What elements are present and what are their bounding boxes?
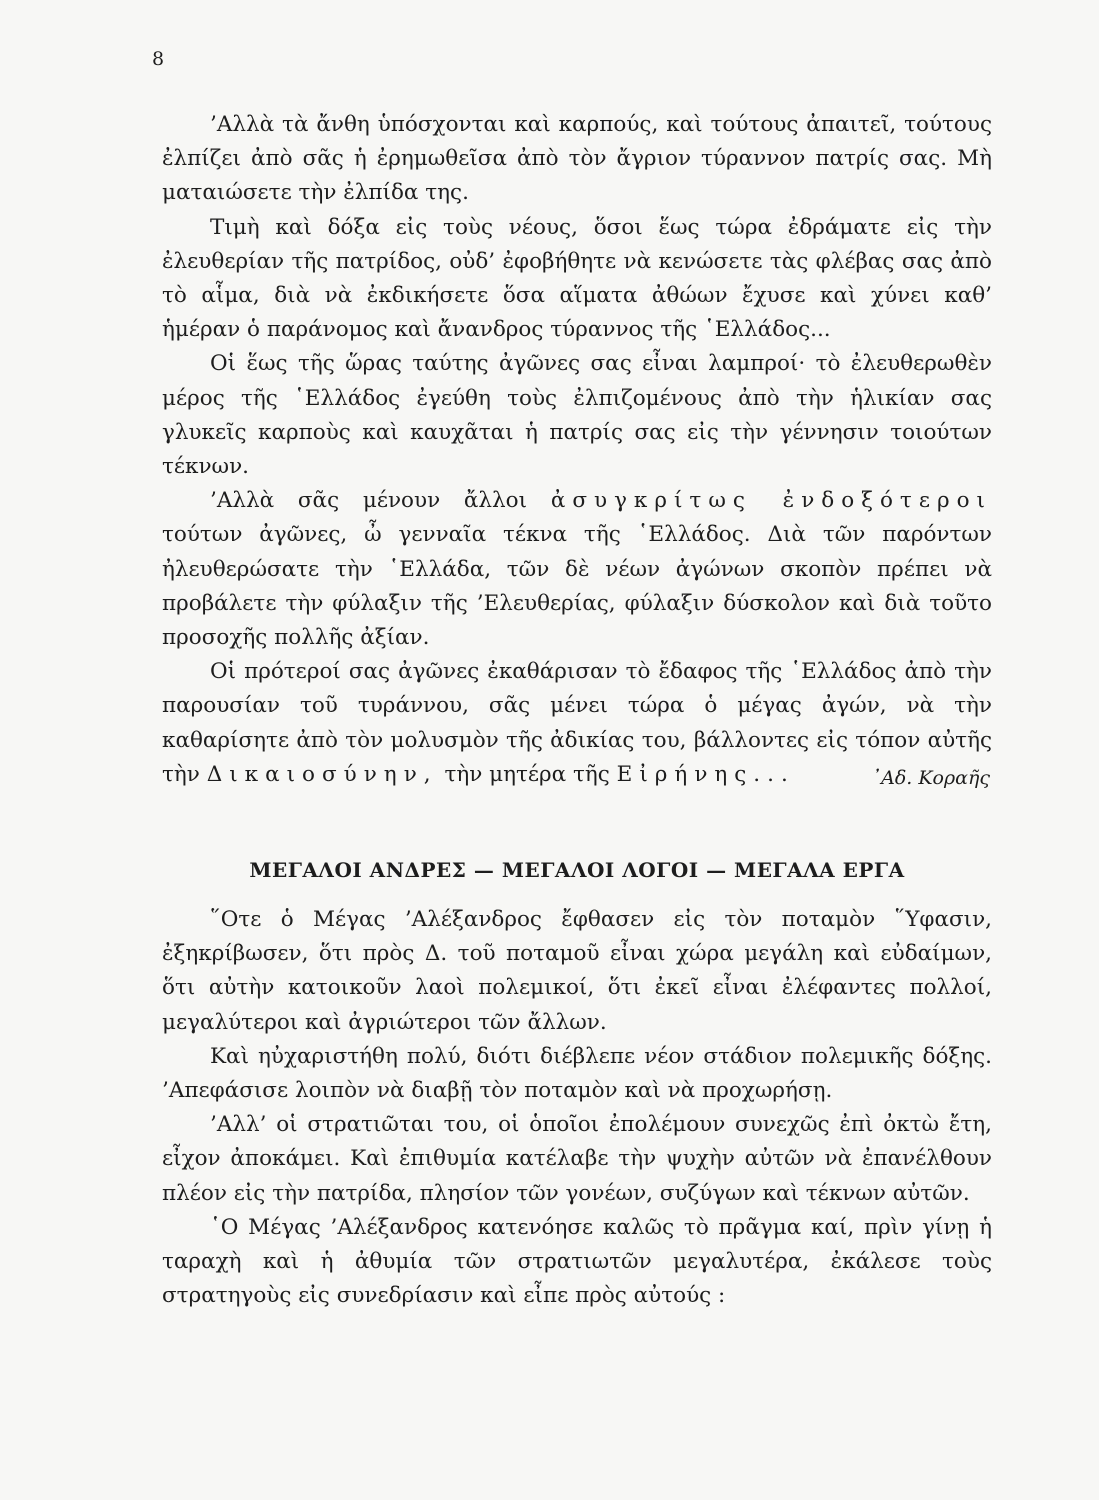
page-number: 8 bbox=[152, 48, 165, 70]
p4-spaced-emphasis: ἀσυγκρίτως ἐνδοξότεροι bbox=[550, 488, 992, 514]
story-paragraph-2: Καὶ ηὐχαριστήθη πολύ, διότι διέβλεπε νέον στάδιον πολεμικῆς δόξης. ’Απεφάσισε λοιπὸν νὰ διαβῇ τὸν ποταμὸν καὶ νὰ προχωρήσῃ. bbox=[162, 1043, 992, 1104]
section-heading: ΜΕΓΑΛΟΙ ΑΝΔΡΕΣ — ΜΕΓΑΛΟΙ ΛΟΓΟΙ — ΜΕΓΑΛΑ ΕΡΓΑ bbox=[249, 858, 905, 882]
author-signature: ᾿Αδ. Κοραῆς bbox=[871, 767, 990, 789]
story-paragraph-1: ῞Οτε ὁ Μέγας ’Αλέξανδρος ἔφθασεν εἰς τὸν ποταμὸν ῞Υφασιν, ἐξηκρίβωσεν, ὅτι πρὸς Δ. τοῦ ποταμοῦ εἶναι χώρα μεγάλη καὶ εὐδαίμων, ὅτι αὐτὴν κατοικοῦν λαοὶ πολεμικοί, ὅτι ἐκεῖ εἶναι ἐλέφαντες πολλοί, μεγαλύτεροι καὶ ἀγριώτεροι τῶν ἄλλων. bbox=[162, 907, 992, 1035]
p5-start: Οἱ πρότεροί σας ἀγῶνες ἐκαθάρισαν τὸ ἔδαφος τῆς ῾Ελλάδος ἀπὸ τὴν παρουσίαν τοῦ τυράννου, σᾶς μένει τώρα ὁ μέγας ἀγών, νὰ τὴν καθαρίσητε ἀπὸ τὸν μολυσμὸν τῆς ἀδικίας του, βάλλοντες εἰς τόπον αὐτῆς τὴν bbox=[162, 659, 992, 787]
paragraph-3: Οἱ ἕως τῆς ὥρας ταύτης ἀγῶνες σας εἶναι λαμπροί· τὸ ἐλευθερωθὲν μέρος τῆς ῾Ελλάδος ἐγεύθη τοὺς ἐλπιζομένους ἀπὸ τὴν ἡλικίαν σας γλυκεῖς καρποὺς καὶ καυχᾶται ἡ πατρίς σας εἰς τὴν γέννησιν τοιούτων τέκνων. bbox=[162, 351, 992, 480]
p4-rest: τούτων ἀγῶνες, ὦ γενναῖα τέκνα τῆς ῾Ελλάδος. Διὰ τῶν παρόντων ἠλευθερώσατε τὴν ῾Ελλάδα, τῶν δὲ νέων ἀγώνων σκοπὸν πρέπει νὰ προβάλετε τὴν φύλαξιν τῆς ’Ελευθερίας, φύλαξιν δύσκολον καὶ διὰ τοῦτο προσοχῆς πολλῆς ἀξίαν. bbox=[162, 522, 992, 651]
paragraph-2: Τιμὴ καὶ δόξα εἰς τοὺς νέους, ὅσοι ἕως τώρα ἐδράματε εἰς τὴν ἐλευθερίαν τῆς πατρίδος, οὐδ’ ἐφοβήθητε νὰ κενώσετε τὰς φλέβας σας ἀπὸ τὸ αἷμα, διὰ νὰ ἐκδικήσετε ὅσα αἵματα ἀθώων ἔχυσε καὶ χύνει καθ’ ἡμέραν ὁ παράνομος καὶ ἄνανδρος τύραννος τῆς ῾Ελλάδος... bbox=[162, 214, 992, 343]
alexander-story bbox=[162, 903, 992, 1313]
p4-start: ’Αλλὰ σᾶς μένουν ἄλλοι bbox=[210, 488, 528, 514]
p5-spaced-peace: Εἰρήνης... bbox=[616, 761, 795, 787]
p5-spaced-justice: Δικαιοσύνην, bbox=[206, 761, 438, 787]
korais-excerpt bbox=[162, 108, 992, 792]
story-paragraph-4: ῾Ο Μέγας ’Αλέξανδρος κατενόησε καλῶς τὸ πρᾶγμα καί, πρὶν γίνῃ ἡ ταραχὴ καὶ ἡ ἀθυμία τῶν στρατιωτῶν μεγαλυτέρα, ἐκάλεσε τοὺς στρατηγοὺς εἰς συνεδρίασιν καὶ εἶπε πρὸς αὐτούς : bbox=[162, 1214, 992, 1309]
paragraph-4 bbox=[162, 484, 992, 655]
p5-mid: τὴν μητέρα τῆς bbox=[444, 761, 610, 787]
story-paragraph-3: ’Αλλ’ οἱ στρατιῶται του, οἱ ὁποῖοι ἐπολέμουν συνεχῶς ἐπὶ ὀκτὼ ἔτη, εἶχον ἀποκάμει. Καὶ ἐπιθυμία κατέλαβε τὴν ψυχὴν αὐτῶν νὰ ἐπανέλθουν πλέον εἰς τὴν πατρίδα, πλησίον τῶν γονέων, συζύγων καὶ τέκνων αὐτῶν. bbox=[162, 1112, 992, 1206]
paragraph-1: ’Αλλὰ τὰ ἄνθη ὑπόσχονται καὶ καρπούς, καὶ τούτους ἀπαιτεῖ, τούτους ἐλπίζει ἀπὸ σᾶς ἡ ἐρημωθεῖσα ἀπὸ τὸν ἄγριον τύραννον πατρίς σας. Μὴ ματαιώσετε τὴν ἐλπίδα της. bbox=[162, 112, 992, 206]
